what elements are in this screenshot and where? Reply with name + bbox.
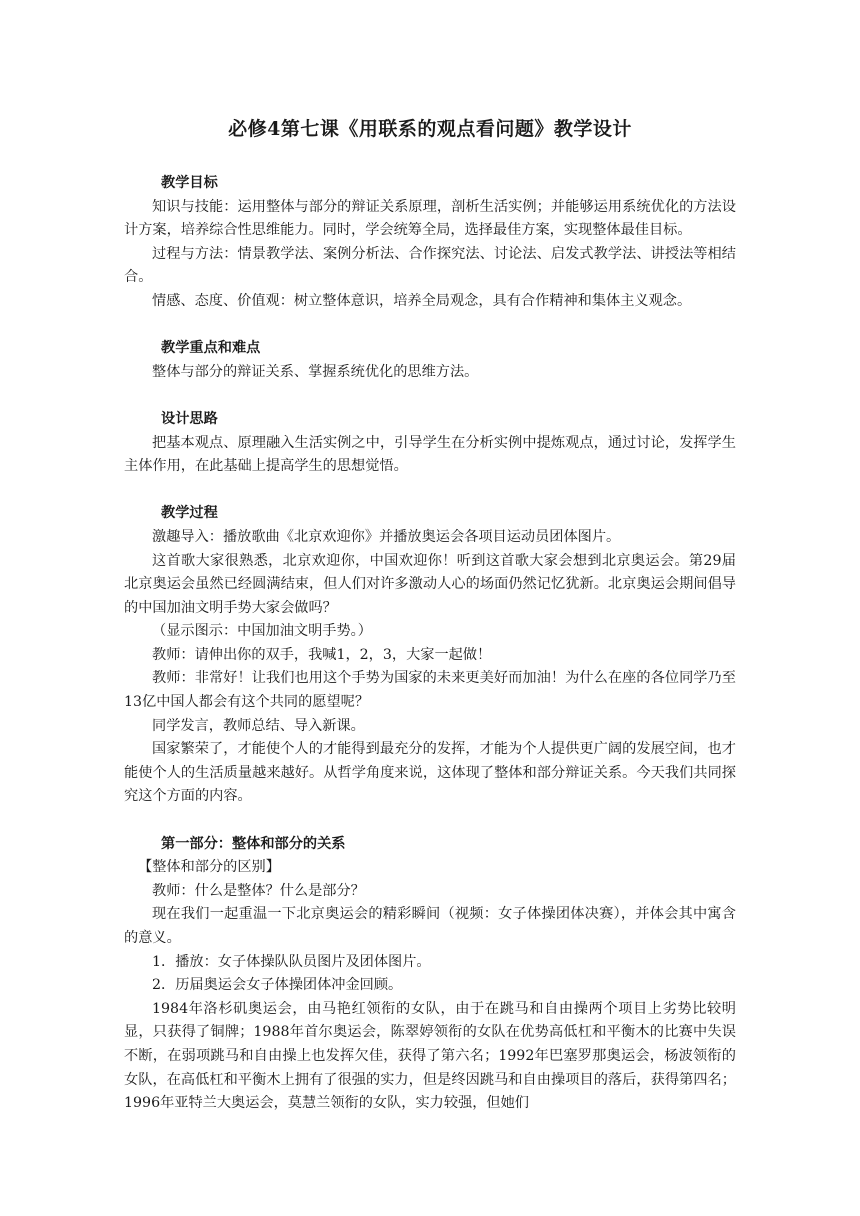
document-title: 必修4第七课《用联系的观点看问题》教学设计 — [228, 118, 632, 140]
paragraph: 教师：请伸出你的双手，我喊1，2，3，大家一起做！ — [152, 646, 492, 663]
paragraph: 国家繁荣了，才能使个人的才能得到最充分的发挥，才能为个人提供更广阔的发展空间，也才能使个人的生活质量越来越好。从哲学角度来说，这体现了整体和部分辩证关系。今天我们共同探究这个方面的内容。 — [124, 741, 736, 805]
paragraph: 整体与部分的辩证关系、掌握系统优化的思维方法。 — [152, 363, 479, 380]
paragraph: 激趣导入：播放歌曲《北京欢迎你》并播放奥运会各项目运动员团体图片。 — [152, 528, 621, 545]
document-body — [124, 172, 736, 1116]
paragraph: 教师：非常好！让我们也用这个手势为国家的未来更美好而加油！为什么在座的各位同学乃至13亿中国人都会有这个共同的愿望呢？ — [124, 670, 736, 711]
paragraph: 知识与技能：运用整体与部分的辩证关系原理，剖析生活实例；并能够运用系统优化的方法设计方案，培养综合性思维能力。同时，学会统筹全局，选择最佳方案，实现整体最佳目标。 — [124, 198, 736, 239]
paragraph: 把基本观点、原理融入生活实例之中，引导学生在分析实例中提炼观点，通过讨论，发挥学生主体作用，在此基础上提高学生的思想觉悟。 — [124, 434, 736, 475]
paragraph: （显示图示：中国加油文明手势。） — [152, 623, 372, 640]
paragraph: 同学发言，教师总结、导入新课。 — [152, 717, 365, 734]
paragraph: 2．历届奥运会女子体操团体冲金回顾。 — [152, 977, 403, 994]
paragraph: 这首歌大家很熟悉，北京欢迎你，中国欢迎你！听到这首歌大家会想到北京奥运会。第29届北京奥运会虽然已经圆满结束，但人们对许多激动人心的场面仍然记忆犹新。北京奥运会期间倡导的中国加油文明手势大家会做吗？ — [124, 552, 736, 616]
paragraph: 情感、态度、价值观：树立整体意识，培养全局观念，具有合作精神和集体主义观念。 — [152, 292, 692, 309]
paragraph: 过程与方法：情景教学法、案例分析法、合作探究法、讨论法、启发式教学法、讲授法等相结合。 — [124, 245, 736, 286]
paragraph: 1．播放：女子体操队队员图片及团体图片。 — [152, 953, 431, 970]
paragraph: 现在我们一起重温一下北京奥运会的精彩瞬间（视频：女子体操团体决赛），并体会其中寓含的意义。 — [124, 906, 736, 946]
subsection-heading: 【整体和部分的区别】 — [138, 859, 280, 876]
section-heading-design: 设计思路 — [161, 410, 218, 427]
section-heading-process: 教学过程 — [161, 505, 218, 522]
paragraph: 教师：什么是整体？什么是部分？ — [152, 882, 365, 899]
section-heading-part1: 第一部分：整体和部分的关系 — [161, 835, 346, 852]
section-heading-objectives: 教学目标 — [161, 175, 218, 191]
paragraph: 1984年洛杉矶奥运会，由马艳红领衔的女队，由于在跳马和自由操两个项目上劣势比较明显，只获得了铜牌；1988年首尔奥运会，陈翠婷领衔的女队在优势高低杠和平衡木的比赛中失误不断，在弱项跳马和自由操上也发挥欠佳，获得了第六名；1992年巴塞罗那奥运会，杨波领衔的女队，在高低杠和平衡木上拥有了很强的实力，但是终因跳马和自由操项目的落后，获得第四名；1996年亚特兰大奥运会，莫慧兰领衔的女队，实力较强，但她们 — [124, 1000, 736, 1112]
section-heading-key-points: 教学重点和难点 — [161, 340, 261, 357]
